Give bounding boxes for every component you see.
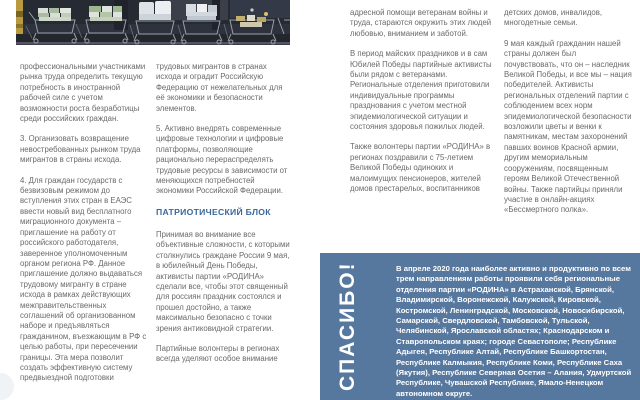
right-page-text-columns — [350, 8, 632, 226]
column-2 — [156, 62, 290, 394]
paragraph: адресной помощи ветеранам войны и труда, стараются окружить этих людей любовью, вниманием и заботой. — [350, 8, 492, 38]
left-page-text-columns — [20, 62, 290, 394]
paragraph: Партийные волонтеры в регионах всегда уделяют особое внимание — [156, 343, 280, 364]
paragraph: В период майских праздников и в сам Юбилей Победы партийные активисты были рядом с ветеранами. Региональные отделения приготовили индивидуальные программы празднования с учетом местной эпидемиологической ситуации и состояния здоровья пожилых людей. — [350, 49, 492, 132]
paragraph: трудовых мигрантов в странах исхода и оградит Российскую Федерацию от нежелательных для её экономики и безопасности элементов. — [156, 62, 283, 113]
column-3 — [350, 8, 492, 226]
column-1 — [20, 62, 148, 394]
shopping-carts-illustration — [16, 0, 290, 45]
paragraph: 5. Активно внедрять современные цифровые технологии и цифровые платформы, позволяющие рационально перераспределять трудовые ресурсы в зависимости от меняющихся потребностей экономики Российской Федерации. — [156, 124, 288, 196]
paragraph: детских домов, инвалидов, многодетные семьи. — [504, 8, 603, 28]
column-4 — [504, 8, 632, 226]
paragraph: Также волонтеры партии «РОДИНА» в регионах поздравили с 75-летием Великой Победы одиноких и малоимущих пенсионеров, жителей домов престарелых, воспитанников — [350, 142, 491, 194]
paragraph: 9 мая каждый гражданин нашей страны должен был почувствовать, что он – наследник Великой Победы, и все мы – нация победителей. Активисты региональных отделений партии с соблюдением всех норм эпидемиологической безопасности возложили цветы и венки к памятникам, местам захоронений павших воинов Красной армии, другим мемориальным сооружениям, посвященным героям Великой Отечественной войны. Также партийцы приняли участие в онлайн-акциях «Бессмертного полка». — [504, 38, 632, 215]
paragraph: профессиональными участниками рынка труда определить текущую потребность в иностранной рабочей силе с учетом возможности роста безработицы среди российских граждан. — [20, 62, 146, 124]
shopping-carts-photo — [16, 0, 290, 45]
patriotic-block-heading: ПАТРИОТИЧЕСКИЙ БЛОК — [156, 206, 271, 217]
paragraph: 4. Для граждан государств с безвизовым режимом до вступления этих стран в ЕАЭС ввести новый вид бесплатного миграционного документа – приглашение на работу от российского работодателя, заверенное уполномоченным органом региона РФ. Данное приглашение должно выдаваться трудовому мигранту в стране исхода в рамках действующих межправительственных соглашений об организованном наборе и предъявляться гражданином, въезжающим в РФ с целью работы, при пересечении границы. Эта мера позволит создать эффективную систему предвыездной подготовки — [20, 175, 147, 383]
paragraph: Принимая во внимание все объективные сложности, с которыми столкнулись граждане России 9 мая, в юбилейный День Победы, активисты партии «РОДИНА» сделали все, чтобы этот священный для россиян праздник состоялся и прошел достойно, а также максимально безопасно с точки зрения антиковидной стратегии. — [156, 229, 290, 333]
decorative-corner-circle — [0, 373, 14, 400]
thanks-body-text: В апреле 2020 года наиболее активно и продуктивно по всем трем направлениям работы проявили себя региональные отделения партии «РОДИНА» в Астраханской, Брянской, Владимирской, Воронежской, Калужской, Кировской, Костромской, Ленинградской, Московской, Новосибирской, Самарской, Свердловской, Тамбовской, Тульской, Челябинской, Ярославской областях; Краснодарском и Ставропольском краях; городе Севастополе; Республике Адыгея, Республике Алтай, Республике Башкортостан, Республике Калмыкия, Республике Коми, Республике Саха (Якутия), Республике Северная Осетия – Алания, Удмуртской Республике, Чувашской Республике, Ямало-Ненецком автономном округе. — [396, 264, 632, 398]
thanks-vertical-title: СПАСИБО! — [336, 261, 359, 392]
page-right — [320, 0, 640, 400]
thanks-box — [320, 253, 640, 400]
paragraph: 3. Организовать возвращение невостребованных рынком труда мигрантов в страны исхода. — [20, 134, 141, 165]
